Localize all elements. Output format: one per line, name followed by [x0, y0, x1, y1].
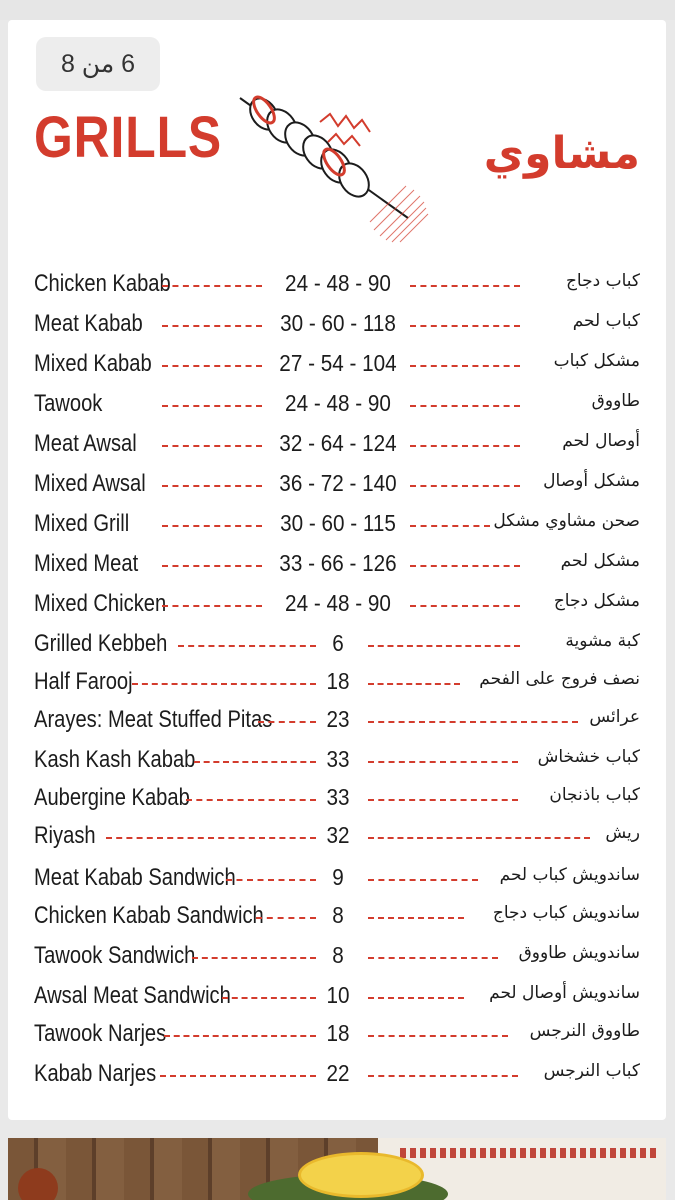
- leader-dash: [368, 879, 478, 881]
- item-name-arabic: ريش: [605, 823, 640, 843]
- item-name: Aubergine Kabab: [34, 784, 190, 811]
- item-name-arabic: كباب لحم: [572, 311, 640, 331]
- next-page-photo[interactable]: [8, 1138, 666, 1200]
- item-price: 24 - 48 - 90: [285, 270, 391, 296]
- item-name: Grilled Kebbeh: [34, 630, 168, 657]
- item-price: 10: [326, 982, 350, 1008]
- page-indicator: 6 من 8: [36, 37, 160, 91]
- menu-item[interactable]: [8, 344, 666, 380]
- item-name-arabic: ساندويش أوصال لحم: [489, 983, 640, 1003]
- menu-item[interactable]: [8, 896, 666, 932]
- item-name: Mixed Meat: [34, 550, 139, 577]
- item-price: 8: [332, 902, 344, 928]
- item-name-arabic: كبة مشوية: [565, 631, 640, 651]
- menu-item[interactable]: [8, 976, 666, 1012]
- item-name-arabic: صحن مشاوي مشكل: [493, 511, 640, 531]
- item-price: 6: [332, 630, 344, 656]
- menu-item[interactable]: [8, 624, 666, 660]
- leader-dash: [162, 485, 262, 487]
- menu-item[interactable]: [8, 816, 666, 852]
- item-price: 8: [332, 942, 344, 968]
- item-price: 30 - 60 - 118: [280, 310, 396, 336]
- top-strip: [0, 0, 675, 20]
- leader-dash: [368, 837, 590, 839]
- leader-dash: [162, 445, 262, 447]
- item-name-arabic: مشكل دجاج: [553, 591, 640, 611]
- leader-dash: [368, 917, 464, 919]
- item-name-arabic: ساندويش طاووق: [518, 943, 640, 963]
- item-name-arabic: عرائس: [589, 707, 640, 727]
- menu-item[interactable]: [8, 504, 666, 540]
- item-name: Mixed Grill: [34, 510, 130, 537]
- leader-dash: [162, 565, 262, 567]
- item-name: Kash Kash Kabab: [34, 746, 196, 773]
- item-price: 33: [326, 784, 350, 810]
- item-price: 18: [326, 1020, 350, 1046]
- leader-dash: [410, 405, 520, 407]
- menu-item[interactable]: [8, 662, 666, 698]
- paper-pattern-border: [400, 1148, 660, 1158]
- item-price: 9: [332, 864, 344, 890]
- leader-dash: [410, 605, 520, 607]
- item-name: Mixed Kabab: [34, 350, 152, 377]
- menu-item[interactable]: [8, 1054, 666, 1090]
- leader-dash: [368, 683, 460, 685]
- item-name: Meat Kabab Sandwich: [34, 864, 236, 891]
- leader-dash: [368, 997, 464, 999]
- menu-item[interactable]: [8, 584, 666, 620]
- menu-item[interactable]: [8, 1014, 666, 1050]
- title-arabic: مشاوي: [483, 128, 640, 179]
- leader-dash: [368, 761, 518, 763]
- menu-page-card[interactable]: [8, 20, 666, 1120]
- item-name-arabic: أوصال لحم: [562, 431, 640, 451]
- leader-dash: [162, 605, 262, 607]
- leader-dash: [368, 1035, 508, 1037]
- title-english: GRILLS: [34, 105, 223, 170]
- item-price: 36 - 72 - 140: [279, 470, 397, 496]
- item-name: Mixed Chicken: [34, 590, 167, 617]
- menu-item[interactable]: [8, 264, 666, 300]
- leader-dash: [368, 957, 498, 959]
- item-name-arabic: كباب باذنجان: [549, 785, 640, 805]
- item-price: 18: [326, 668, 350, 694]
- menu-item[interactable]: [8, 304, 666, 340]
- item-name: Kabab Narjes: [34, 1060, 157, 1087]
- item-price: 30 - 60 - 115: [280, 510, 396, 536]
- item-price: 22: [326, 1060, 350, 1086]
- item-price: 23: [326, 706, 350, 732]
- item-name: Arayes: Meat Stuffed Pitas: [34, 706, 273, 733]
- lemon-slice-image: [298, 1152, 424, 1198]
- leader-dash: [162, 405, 262, 407]
- item-name-arabic: مشكل أوصال: [543, 471, 640, 491]
- item-name: Half Farooj: [34, 668, 133, 695]
- leader-dash: [410, 565, 520, 567]
- item-price: 33: [326, 746, 350, 772]
- item-name-arabic: طاووق: [591, 391, 640, 411]
- item-name-arabic: كباب النرجس: [543, 1061, 640, 1081]
- leader-dash: [410, 525, 490, 527]
- menu-item[interactable]: [8, 384, 666, 420]
- menu-item[interactable]: [8, 464, 666, 500]
- item-price: 32: [326, 822, 350, 848]
- leader-dash: [410, 325, 520, 327]
- menu-item[interactable]: [8, 936, 666, 972]
- item-name-arabic: كباب خشخاش: [537, 747, 640, 767]
- item-price: 24 - 48 - 90: [285, 590, 391, 616]
- item-name-arabic: مشكل لحم: [560, 551, 640, 571]
- item-name-arabic: مشكل كباب: [553, 351, 640, 371]
- leader-dash: [368, 721, 578, 723]
- item-price: 24 - 48 - 90: [285, 390, 391, 416]
- menu-item[interactable]: [8, 544, 666, 580]
- leader-dash: [410, 485, 520, 487]
- item-name: Meat Awsal: [34, 430, 137, 457]
- leader-dash: [368, 645, 520, 647]
- menu-item[interactable]: [8, 424, 666, 460]
- leader-dash: [410, 445, 520, 447]
- item-price: 32 - 64 - 124: [279, 430, 397, 456]
- leader-dash: [368, 799, 518, 801]
- leader-dash: [162, 325, 262, 327]
- item-name: Tawook Narjes: [34, 1020, 167, 1047]
- item-price: 33 - 66 - 126: [279, 550, 397, 576]
- leader-dash: [162, 285, 262, 287]
- menu-item[interactable]: [8, 740, 666, 776]
- leader-dash: [410, 365, 520, 367]
- item-name: Mixed Awsal: [34, 470, 146, 497]
- item-name: Tawook: [34, 390, 103, 417]
- item-name: Riyash: [34, 822, 96, 849]
- item-name: Chicken Kabab: [34, 270, 171, 297]
- item-name-arabic: نصف فروج على الفحم: [479, 669, 640, 689]
- leader-dash: [368, 1075, 518, 1077]
- leader-dash: [410, 285, 520, 287]
- leader-dash: [162, 525, 262, 527]
- item-name-arabic: ساندويش كباب دجاج: [492, 903, 640, 923]
- item-name-arabic: ساندويش كباب لحم: [499, 865, 640, 885]
- item-name: Meat Kabab: [34, 310, 143, 337]
- plate-image: [18, 1168, 58, 1200]
- item-name: Awsal Meat Sandwich: [34, 982, 231, 1009]
- menu-item[interactable]: [8, 858, 666, 894]
- menu-item[interactable]: [8, 778, 666, 814]
- item-price: 27 - 54 - 104: [279, 350, 397, 376]
- skewer-icon: [230, 86, 430, 256]
- item-name-arabic: طاووق النرجس: [529, 1021, 640, 1041]
- item-name-arabic: كباب دجاج: [565, 271, 640, 291]
- item-name: Tawook Sandwich: [34, 942, 196, 969]
- item-name: Chicken Kabab Sandwich: [34, 902, 264, 929]
- menu-item[interactable]: [8, 700, 666, 736]
- leader-dash: [162, 365, 262, 367]
